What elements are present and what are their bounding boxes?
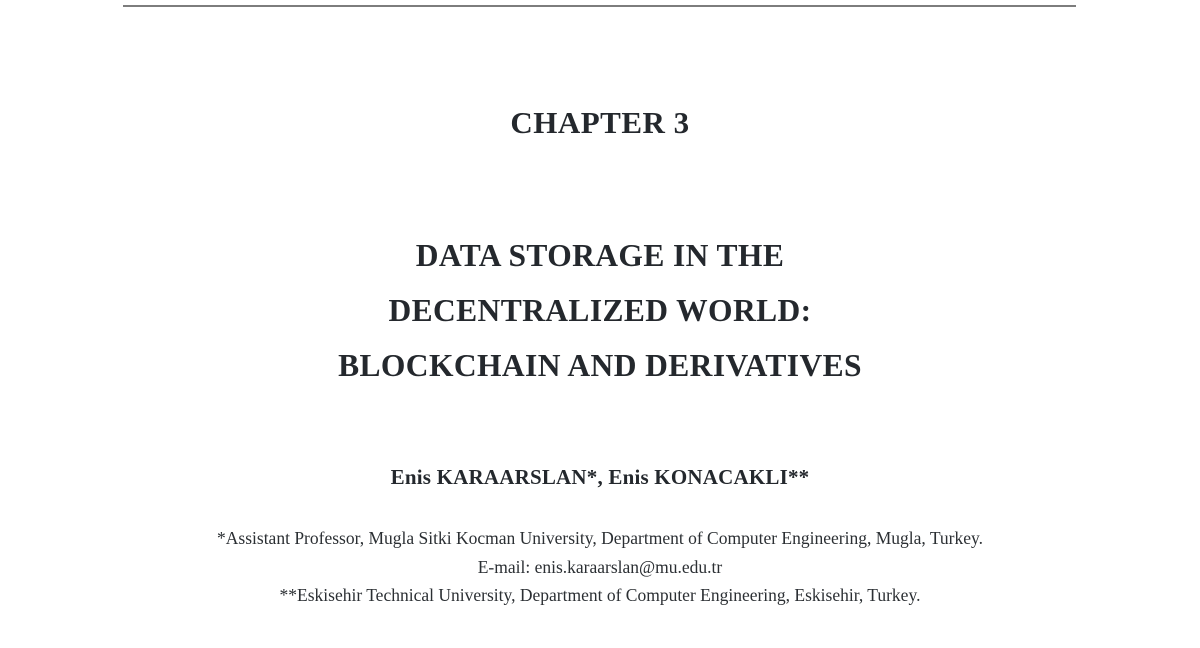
- author-list: Enis KARAARSLAN*, Enis KONACAKLI**: [390, 465, 810, 490]
- chapter-label: CHAPTER 3: [510, 105, 690, 140]
- title-line-1: DATA STORAGE IN THE: [415, 238, 785, 273]
- affiliation-line-2: **Eskisehir Technical University, Department of Computer Engineering, Eskisehir, Turkey.: [279, 585, 921, 606]
- title-line-2: DECENTRALIZED WORLD:: [388, 292, 812, 328]
- page-title: [0, 229, 1200, 393]
- affiliation-line-1: *Assistant Professor, Mugla Sitki Kocman University, Department of Computer Engineering, Mugla, Turkey.: [217, 528, 983, 549]
- title-line-3: BLOCKCHAIN AND DERIVATIVES: [338, 347, 862, 383]
- affiliation-email-line: E-mail: enis.karaarslan@mu.edu.tr: [477, 556, 723, 577]
- affiliation-block: [0, 524, 1200, 609]
